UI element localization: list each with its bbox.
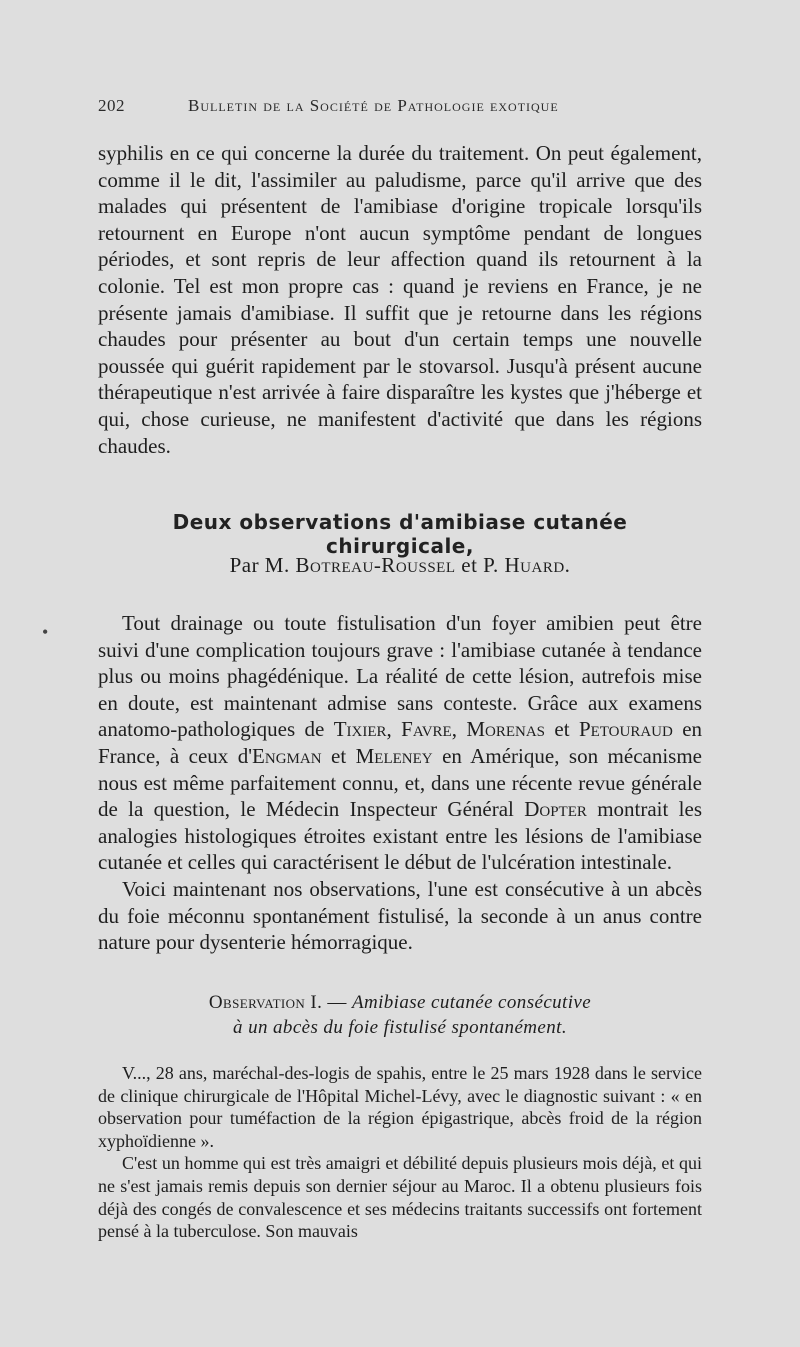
running-title: Bulletin de la Société de Pathologie exotique xyxy=(188,96,559,115)
author-name: Petouraud xyxy=(578,717,673,742)
margin-mark: • xyxy=(42,622,49,642)
observation-dash: — xyxy=(327,992,347,1013)
paragraph-2-text: et xyxy=(554,717,570,742)
observation-label: Observation I. xyxy=(208,992,323,1013)
paragraph-2 xyxy=(98,610,702,876)
case-paragraph-1: V..., 28 ans, maréchal-des-logis de spahis, entre le 25 mars 1928 dans le service de clinique chirurgicale de l'Hôpital Michel-Lévy, avec le diagnostic suivant : « en observation pour tuméfaction de la région épigastrique, abcès froid de la région xyphoïdienne ». xyxy=(98,1063,702,1151)
article-byline xyxy=(98,553,702,578)
separator: , xyxy=(386,717,392,742)
article-title: Deux observations d'amibiase cutanée chirurgicale, xyxy=(172,510,628,558)
body-section-1 xyxy=(98,140,702,459)
paragraph-2-text: en France, à ceux d' xyxy=(98,717,703,768)
page-header xyxy=(98,96,702,116)
observation-line-1 xyxy=(98,990,702,1015)
author-1: Botreau-Roussel xyxy=(295,553,456,577)
paragraph-3: Voici maintenant nos observations, l'une est consécutive à un abcès du foie méconnu spontanément fistulisé, la seconde à un anus contre nature pour dysenterie hémorragique. xyxy=(98,876,702,955)
paragraph-2-text: et xyxy=(331,743,347,768)
author-name: Meleney xyxy=(355,743,433,768)
body-section-2 xyxy=(98,610,702,956)
separator: , xyxy=(451,717,457,742)
paragraph-2-text: montrait les analogies histologiques étroites existant entre les lésions de l'amibiase cutanée et celles qui caractérisent le début de l'ulcération intestinale. xyxy=(98,797,703,875)
author-name: Morenas xyxy=(466,717,546,742)
author-name: Dopter xyxy=(524,797,587,822)
author-name: Tixier xyxy=(333,717,387,742)
case-paragraph-2: C'est un homme qui est très amaigri et débilité depuis plusieurs mois déjà, et qui ne s'est jamais remis depuis son dernier séjour au Maroc. Il a obtenu plusieurs fois déjà des congés de convalescence et ses médecins traitants successifs ont fortement pensé à la tuberculose. Son mauvais xyxy=(98,1153,702,1242)
byline-join: et P. xyxy=(461,553,499,577)
paragraph-1: syphilis en ce qui concerne la durée du traitement. On peut également, comme il le dit, l'assimiler au paludisme, parce qu'il arrive que des malades qui présentent de l'amibiase d'origine tropicale lorsqu'ils retournent en Europe n'ont aucun symptôme pendant de longues périodes, et sont repris de leur affection quand ils retournent à la colonie. Tel est mon propre cas : quand je reviens en France, je ne présente jamais d'amibiase. Il suffit que je retourne dans les régions chaudes pour présenter au bout d'un certain temps une nouvelle poussée qui guérit rapidement par le stovarsol. Jusqu'à présent aucune thérapeutique n'est arrivée à faire disparaître les kystes que j'héberge et qui, chose curieuse, ne manifestent d'activité que dans les régions chaudes. xyxy=(98,141,702,458)
observation-heading xyxy=(98,990,702,1040)
paragraph-2-text: Tout drainage ou toute fistulisation d'un foyer amibien peut être suivi d'une complication toujours grave : l'amibiase cutanée à tendance plus ou moins phagédénique. La réalité de cette lésion, autrefois mise en doute, est maintenant admise sans conteste. Grâce aux examens anatomo-pathologiques de xyxy=(98,611,702,742)
author-2: Huard. xyxy=(504,553,571,577)
paragraph-2-text: en Amérique, son mécanisme nous est même parfaitement connu, et, dans une récente revue générale de la question, le Médecin Inspecteur Général xyxy=(98,743,703,822)
page-number: 202 xyxy=(98,96,125,115)
byline-prefix: Par M. xyxy=(229,553,290,577)
author-name: Favre xyxy=(401,717,452,742)
author-name: Engman xyxy=(252,743,322,768)
observation-title-2: à un abcès du foie fistulisé spontanément. xyxy=(233,1017,567,1038)
body-section-3 xyxy=(98,1062,702,1243)
observation-title-1: Amibiase cutanée consécutive xyxy=(351,992,592,1013)
